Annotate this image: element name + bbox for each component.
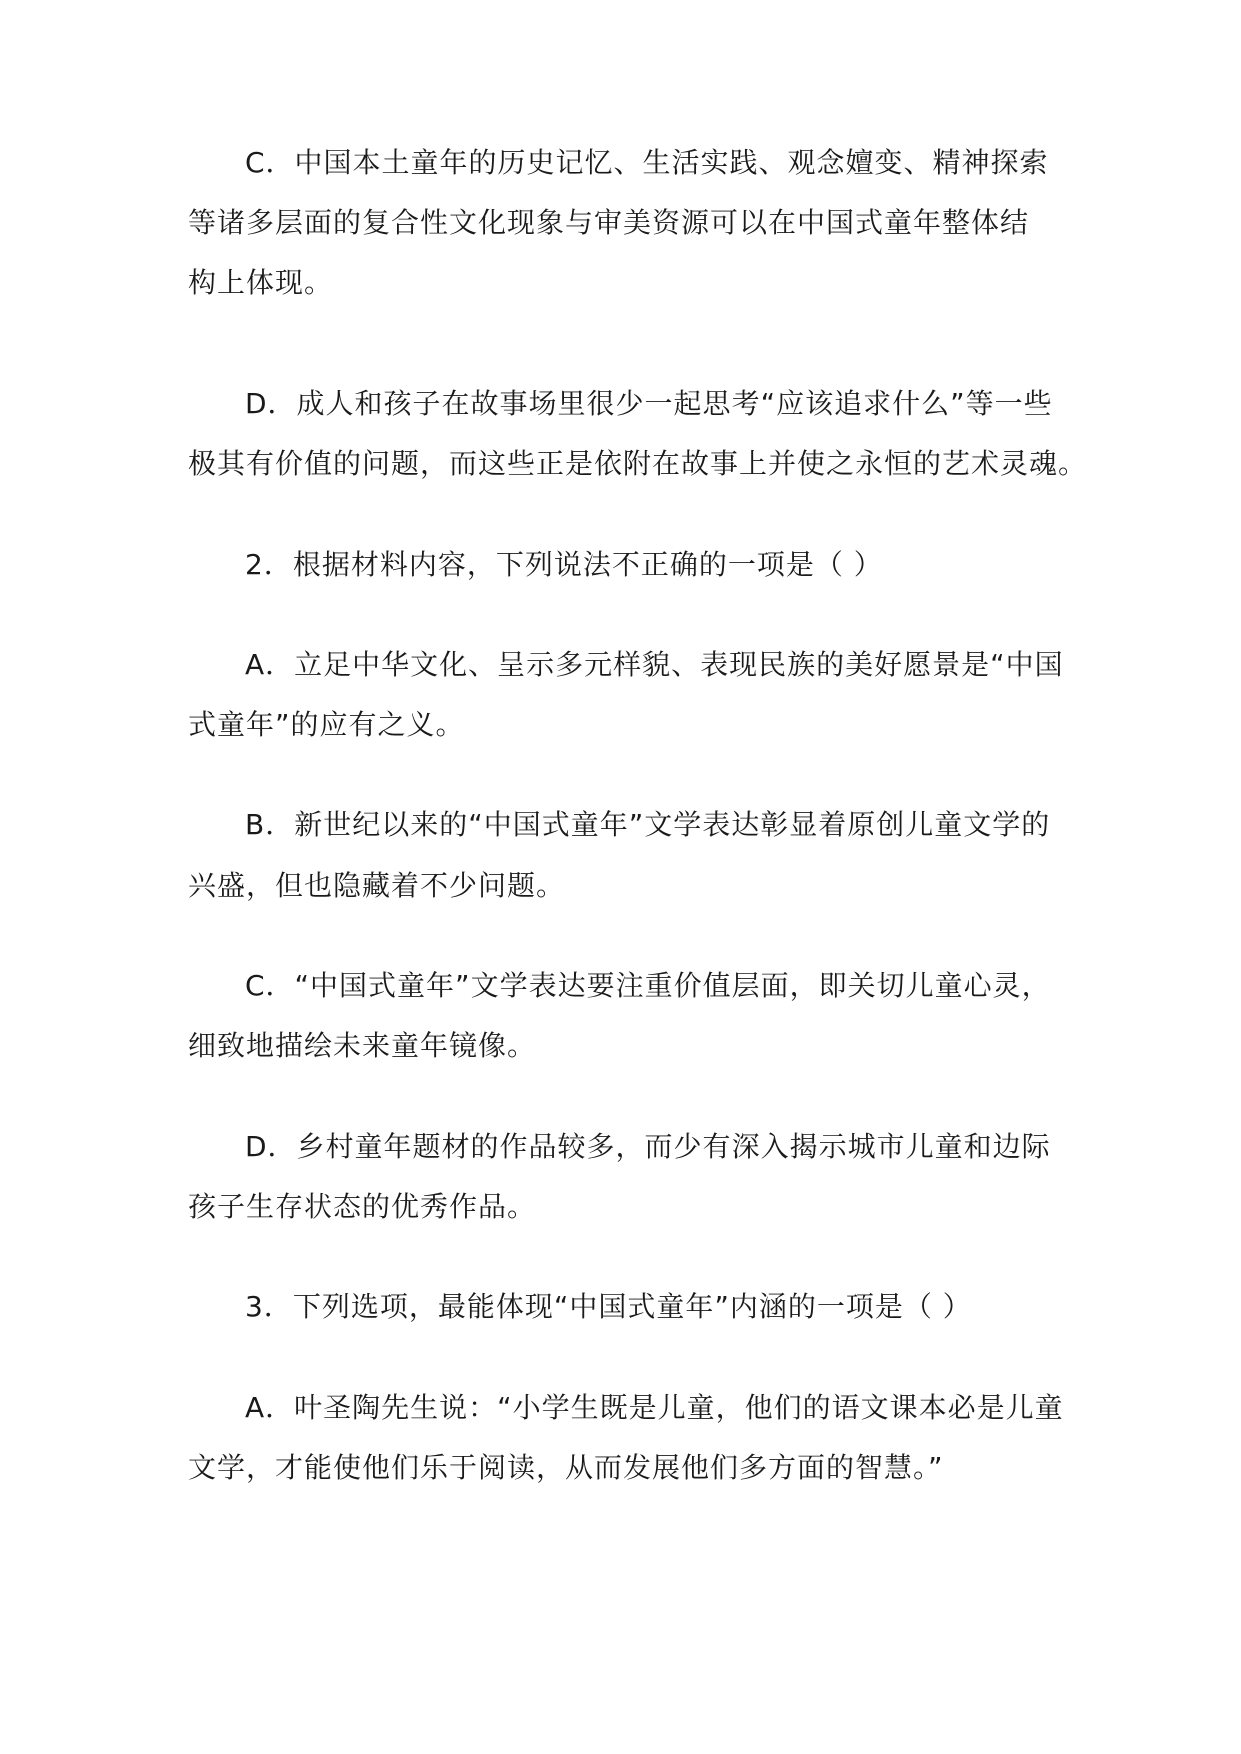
q2-option-a-line-2: 式童年”的应有之义。: [188, 708, 465, 741]
q2-option-c-line-1: C．“中国式童年”文学表达要注重价值层面，即关切儿童心灵，: [245, 969, 1051, 1002]
q2-option-b-line-1: B．新世纪以来的“中国式童年”文学表达彰显着原创儿童文学的: [245, 808, 1051, 841]
q1-option-c-line-2: 等诸多层面的复合性文化现象与审美资源可以在中国式童年整体结: [188, 206, 1030, 239]
question-2-stem: 2．根据材料内容，下列说法不正确的一项是（ ）: [245, 548, 883, 581]
q2-option-a-line-1: A．立足中华文化、呈示多元样貌、表现民族的美好愿景是“中国: [245, 648, 1064, 681]
q1-option-d-line-2: 极其有价值的问题，而这些正是依附在故事上并使之永恒的艺术灵魂。: [188, 447, 1088, 480]
q2-option-b-line-2: 兴盛，但也隐藏着不少问题。: [188, 869, 566, 902]
q2-option-d-line-1: D．乡村童年题材的作品较多，而少有深入揭示城市儿童和边际: [245, 1130, 1051, 1163]
q2-option-c-line-2: 细致地描绘未来童年镜像。: [188, 1029, 537, 1062]
q3-option-a-line-2: 文学，才能使他们乐于阅读，从而发展他们多方面的智慧。”: [188, 1451, 944, 1484]
q1-option-c-line-1: C．中国本土童年的历史记忆、生活实践、观念嬗变、精神探索: [245, 146, 1049, 179]
q1-option-d-line-1: D．成人和孩子在故事场里很少一起思考“应该追求什么”等一些: [245, 387, 1053, 420]
q3-option-a-line-1: A．叶圣陶先生说：“小学生既是儿童，他们的语文课本必是儿童: [245, 1391, 1064, 1424]
q1-option-c-line-3: 构上体现。: [188, 266, 334, 299]
q2-option-d-line-2: 孩子生存状态的优秀作品。: [188, 1190, 537, 1223]
question-3-stem: 3．下列选项，最能体现“中国式童年”内涵的一项是（ ）: [245, 1290, 972, 1323]
